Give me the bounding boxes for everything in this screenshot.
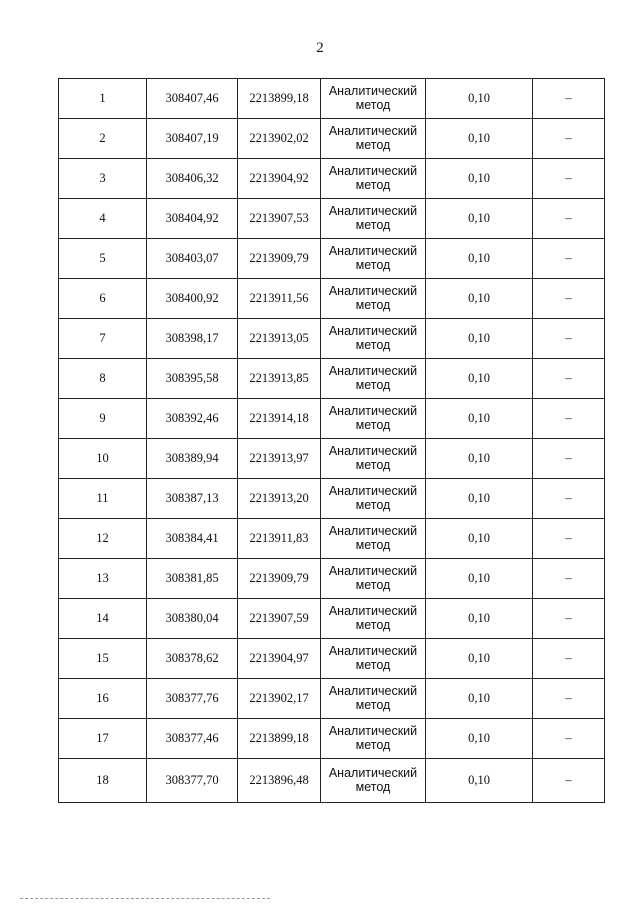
method-line-1: Аналитический [328,243,418,258]
x-coordinate-cell: 308387,13 [147,479,238,519]
table-row [59,359,605,399]
method-line-2: метод [355,697,391,712]
accuracy-cell: 0,10 [426,759,533,803]
y-coordinate-cell: 2213913,20 [238,479,321,519]
y-coordinate-cell: 2213911,83 [238,519,321,559]
point-number-cell: 6 [59,279,147,319]
method-line-1: Аналитический [328,765,418,780]
point-number-cell: 18 [59,759,147,803]
y-coordinate-cell: 2213899,18 [238,79,321,119]
method-line-2: метод [355,617,391,632]
x-coordinate-cell: 308404,92 [147,199,238,239]
table-row [59,279,605,319]
x-coordinate-cell: 308392,46 [147,399,238,439]
method-line-1: Аналитический [328,723,418,738]
method-line-1: Аналитический [328,363,418,378]
method-line-1: Аналитический [328,83,418,98]
page-number: 2 [316,40,324,56]
description-cell: – [533,239,605,279]
table-row [59,599,605,639]
point-number-cell: 5 [59,239,147,279]
y-coordinate-cell: 2213911,56 [238,279,321,319]
method-line-2: метод [355,177,391,192]
method-line-1: Аналитический [328,643,418,658]
method-line-2: метод [355,457,391,472]
description-cell: – [533,519,605,559]
method-line-1: Аналитический [328,483,418,498]
method-line-2: метод [355,337,391,352]
accuracy-cell: 0,10 [426,519,533,559]
table-row [59,239,605,279]
method-line-1: Аналитический [328,403,418,418]
method-line-2: метод [355,377,391,392]
method-cell [321,519,426,559]
x-coordinate-cell: 308403,07 [147,239,238,279]
method-line-2: метод [355,657,391,672]
method-line-1: Аналитический [328,683,418,698]
method-line-1: Аналитический [328,323,418,338]
method-line-2: метод [355,217,391,232]
method-cell [321,319,426,359]
description-cell: – [533,599,605,639]
y-coordinate-cell: 2213899,18 [238,719,321,759]
point-number-cell: 13 [59,559,147,599]
point-number-cell: 12 [59,519,147,559]
method-line-1: Аналитический [328,203,418,218]
table-row [59,519,605,559]
description-cell: – [533,559,605,599]
x-coordinate-cell: 308389,94 [147,439,238,479]
table-row [59,399,605,439]
accuracy-cell: 0,10 [426,359,533,399]
x-coordinate-cell: 308378,62 [147,639,238,679]
description-cell: – [533,319,605,359]
description-cell: – [533,399,605,439]
method-cell [321,479,426,519]
x-coordinate-cell: 308381,85 [147,559,238,599]
method-line-2: метод [355,97,391,112]
description-cell: – [533,199,605,239]
x-coordinate-cell: 308377,76 [147,679,238,719]
accuracy-cell: 0,10 [426,159,533,199]
point-number-cell: 7 [59,319,147,359]
table-row [59,639,605,679]
method-line-2: метод [355,779,391,794]
y-coordinate-cell: 2213902,02 [238,119,321,159]
y-coordinate-cell: 2213913,97 [238,439,321,479]
method-cell [321,279,426,319]
point-number-cell: 3 [59,159,147,199]
method-cell [321,79,426,119]
y-coordinate-cell: 2213913,05 [238,319,321,359]
y-coordinate-cell: 2213896,48 [238,759,321,803]
accuracy-cell: 0,10 [426,479,533,519]
table-row [59,119,605,159]
description-cell: – [533,479,605,519]
x-coordinate-cell: 308380,04 [147,599,238,639]
y-coordinate-cell: 2213902,17 [238,679,321,719]
y-coordinate-cell: 2213909,79 [238,239,321,279]
x-coordinate-cell: 308400,92 [147,279,238,319]
accuracy-cell: 0,10 [426,719,533,759]
description-cell: – [533,679,605,719]
method-cell [321,199,426,239]
table-row [59,479,605,519]
point-number-cell: 14 [59,599,147,639]
accuracy-cell: 0,10 [426,199,533,239]
method-line-2: метод [355,577,391,592]
description-cell: – [533,279,605,319]
method-line-1: Аналитический [328,523,418,538]
point-number-cell: 16 [59,679,147,719]
accuracy-cell: 0,10 [426,399,533,439]
x-coordinate-cell: 308398,17 [147,319,238,359]
accuracy-cell: 0,10 [426,679,533,719]
table-row [59,719,605,759]
method-line-2: метод [355,297,391,312]
method-cell [321,159,426,199]
coordinates-table [58,78,605,803]
table-row [59,159,605,199]
method-line-1: Аналитический [328,443,418,458]
x-coordinate-cell: 308395,58 [147,359,238,399]
table-row [59,319,605,359]
method-cell [321,439,426,479]
point-number-cell: 15 [59,639,147,679]
method-line-2: метод [355,537,391,552]
method-line-2: метод [355,497,391,512]
table-row [59,559,605,599]
point-number-cell: 9 [59,399,147,439]
description-cell: – [533,759,605,803]
table-row [59,79,605,119]
y-coordinate-cell: 2213904,92 [238,159,321,199]
method-cell [321,359,426,399]
method-line-2: метод [355,257,391,272]
method-cell [321,559,426,599]
method-line-1: Аналитический [328,283,418,298]
y-coordinate-cell: 2213909,79 [238,559,321,599]
scan-edge-line [20,898,270,899]
accuracy-cell: 0,10 [426,239,533,279]
method-cell [321,239,426,279]
table-row [59,199,605,239]
method-cell [321,119,426,159]
description-cell: – [533,119,605,159]
method-cell [321,399,426,439]
description-cell: – [533,719,605,759]
method-line-1: Аналитический [328,123,418,138]
accuracy-cell: 0,10 [426,559,533,599]
table-row [59,679,605,719]
point-number-cell: 1 [59,79,147,119]
method-line-1: Аналитический [328,603,418,618]
accuracy-cell: 0,10 [426,119,533,159]
accuracy-cell: 0,10 [426,439,533,479]
point-number-cell: 8 [59,359,147,399]
table-row [59,439,605,479]
description-cell: – [533,79,605,119]
x-coordinate-cell: 308407,46 [147,79,238,119]
method-cell [321,719,426,759]
method-line-2: метод [355,137,391,152]
description-cell: – [533,359,605,399]
method-line-1: Аналитический [328,163,418,178]
method-line-2: метод [355,737,391,752]
y-coordinate-cell: 2213914,18 [238,399,321,439]
description-cell: – [533,439,605,479]
accuracy-cell: 0,10 [426,79,533,119]
method-line-1: Аналитический [328,563,418,578]
coordinates-table-body [59,79,605,803]
method-cell [321,599,426,639]
y-coordinate-cell: 2213907,59 [238,599,321,639]
accuracy-cell: 0,10 [426,279,533,319]
x-coordinate-cell: 308377,46 [147,719,238,759]
y-coordinate-cell: 2213907,53 [238,199,321,239]
y-coordinate-cell: 2213904,97 [238,639,321,679]
x-coordinate-cell: 308384,41 [147,519,238,559]
point-number-cell: 4 [59,199,147,239]
method-cell [321,639,426,679]
point-number-cell: 10 [59,439,147,479]
y-coordinate-cell: 2213913,85 [238,359,321,399]
description-cell: – [533,639,605,679]
table-row [59,759,605,803]
method-cell [321,759,426,803]
x-coordinate-cell: 308377,70 [147,759,238,803]
method-cell [321,679,426,719]
point-number-cell: 11 [59,479,147,519]
description-cell: – [533,159,605,199]
accuracy-cell: 0,10 [426,319,533,359]
x-coordinate-cell: 308406,32 [147,159,238,199]
accuracy-cell: 0,10 [426,639,533,679]
point-number-cell: 17 [59,719,147,759]
point-number-cell: 2 [59,119,147,159]
x-coordinate-cell: 308407,19 [147,119,238,159]
accuracy-cell: 0,10 [426,599,533,639]
method-line-2: метод [355,417,391,432]
